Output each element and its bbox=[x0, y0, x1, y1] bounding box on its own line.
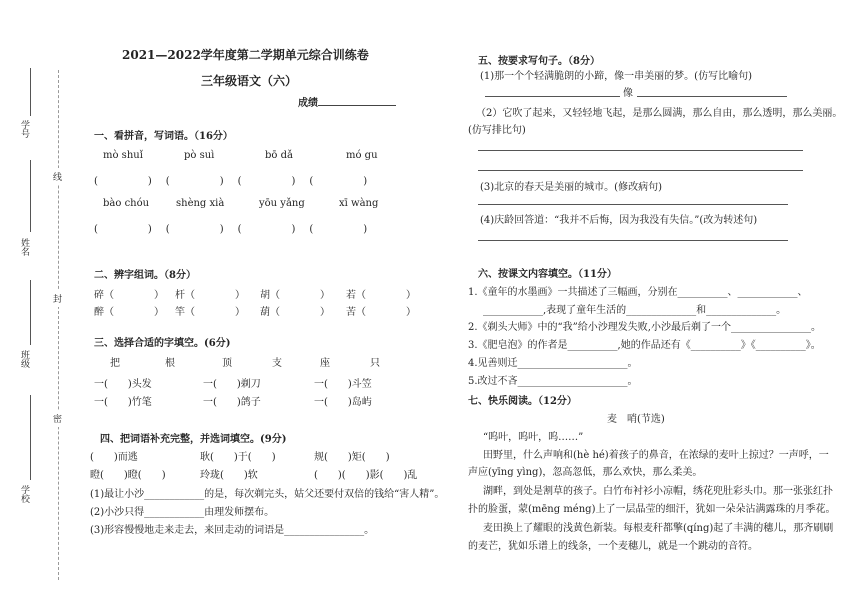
s4-word-1[interactable]: ( )而逃 bbox=[90, 452, 138, 463]
choice-char-5: 座 bbox=[320, 358, 330, 369]
score-label: 成绩 bbox=[298, 94, 396, 109]
s4-word-3[interactable]: 规( )矩( ) bbox=[314, 452, 390, 463]
s3-item-3[interactable]: 一( )斗笠 bbox=[314, 379, 372, 390]
s6-line-6: 5.改过不吝______________________。 bbox=[468, 376, 638, 387]
s4-heading: 四、把词语补充完整，并选词填空。(9分) bbox=[100, 434, 287, 445]
choice-char-2: 根 bbox=[165, 358, 175, 369]
s3-heading: 三、选择合适的字填空。(6分) bbox=[94, 338, 231, 349]
seal-line bbox=[58, 70, 59, 580]
number-label: 学号 bbox=[19, 120, 29, 138]
s3-item-4[interactable]: 一( )竹笔 bbox=[94, 397, 152, 408]
reading-p2b: 声应(yīng yìng)，忽高忽低，那么欢快，那么柔美。 bbox=[468, 467, 703, 478]
s2-item-6[interactable]: 竿（ ） bbox=[175, 307, 245, 318]
pinyin-3: bō dǎ bbox=[265, 150, 293, 161]
s2-item-7[interactable]: 葫（ ） bbox=[260, 307, 330, 318]
s5-question-4: (4)庆龄回答道：“我并不后悔，因为我没有失信。”(改为转述句) bbox=[480, 215, 758, 226]
school-line bbox=[30, 395, 31, 480]
seal-mark-1: 线 bbox=[53, 168, 62, 185]
answer-row-1[interactable]: ( ) ( ) ( ) ( ) bbox=[94, 176, 370, 187]
s5-answer-line-2a[interactable] bbox=[478, 150, 803, 151]
name-line bbox=[30, 160, 31, 232]
s6-line-2: ____________,表现了童年生活的______________和______________。 bbox=[483, 305, 787, 316]
s5-heading: 五、按要求写句子。（8分） bbox=[478, 56, 600, 67]
seal-mark-2: 封 bbox=[53, 290, 62, 307]
s3-item-2[interactable]: 一( )剃刀 bbox=[203, 379, 261, 390]
number-line bbox=[30, 68, 31, 116]
answer-row-2[interactable]: ( ) ( ) ( ) ( ) bbox=[94, 224, 370, 235]
s4-question-3: (3)形容慢慢地走来走去，来回走动的词语是________________。 bbox=[90, 525, 375, 536]
s3-item-1[interactable]: 一( )头发 bbox=[94, 379, 152, 390]
score-field[interactable] bbox=[318, 105, 396, 106]
s5-question-2b: (仿写排比句) bbox=[468, 125, 526, 136]
reading-p2a: 田野里，什么声响和(hè hé)着孩子的鼻音，在浓绿的麦叶上掠过？一声呼，一 bbox=[483, 450, 829, 461]
reading-p1: “呜叶，呜叶，呜……” bbox=[483, 432, 584, 443]
s2-item-5[interactable]: 醉（ ） bbox=[94, 307, 164, 318]
s5-answer-line-1a[interactable] bbox=[485, 96, 620, 97]
reading-p4a: 麦田换上了耀眼的浅黄色新装。每根麦秆都擎(qíng)起了丰满的穗儿，那齐刷刷 bbox=[483, 523, 834, 534]
choice-char-4: 支 bbox=[272, 358, 282, 369]
s2-item-2[interactable]: 杆（ ） bbox=[175, 290, 245, 301]
s4-question-2: (2)小沙只得____________由理发师摆布。 bbox=[90, 507, 275, 518]
s5-answer-line-2b[interactable] bbox=[478, 170, 803, 171]
s1-heading: 一、看拼音，写词语。（16分） bbox=[94, 131, 233, 142]
s4-word-2[interactable]: 耿( )于( ) bbox=[200, 452, 276, 463]
class-line bbox=[30, 280, 31, 345]
s2-item-4[interactable]: 若（ ） bbox=[346, 290, 416, 301]
pinyin-5: bào chóu bbox=[103, 198, 150, 209]
s7-heading: 七、快乐阅读。（12分） bbox=[468, 396, 577, 407]
s2-item-8[interactable]: 苦（ ） bbox=[346, 307, 416, 318]
page-subtitle: 三年级语文（六） bbox=[201, 74, 298, 88]
class-label: 班级 bbox=[19, 350, 29, 368]
pinyin-7: yōu yǎng bbox=[259, 198, 305, 209]
s3-item-5[interactable]: 一( )鸽子 bbox=[203, 397, 261, 408]
name-label: 姓名 bbox=[19, 238, 29, 256]
reading-p3a: 湖畔，到处是割草的孩子。白竹布衬衫小凉帽，绣花兜肚彩头巾。那一张张红扑 bbox=[483, 486, 833, 497]
choice-char-3: 顶 bbox=[222, 358, 232, 369]
choice-char-6: 只 bbox=[370, 358, 380, 369]
s5-question-1: (1)那一个个轻满脆朗的小蹄，像一串美丽的梦。(仿写比喻句) bbox=[480, 71, 752, 82]
s3-item-6[interactable]: 一( )岛屿 bbox=[314, 397, 372, 408]
s6-line-3: 2.《剃头大师》中的“我”给小沙理发失败,小沙最后剃了一个________________。 bbox=[468, 322, 821, 333]
reading-title: 麦 哨(节选) bbox=[607, 414, 665, 425]
pinyin-2: pò suì bbox=[184, 150, 215, 161]
s5-answer-line-3[interactable] bbox=[478, 204, 788, 205]
pinyin-4: mó gu bbox=[346, 150, 378, 161]
s6-line-4: 3.《肥皂泡》的作者是__________,她的作品还有《__________》《__________》。 bbox=[468, 340, 821, 351]
pinyin-6: shèng xià bbox=[176, 198, 225, 209]
pinyin-1: mò shuǐ bbox=[103, 150, 143, 161]
reading-p3b: 扑的脸蛋，蒙(mēng méng)上了一层晶莹的细汗，犹如一朵朵沾满露珠的月季花。 bbox=[468, 504, 836, 515]
s5-question-3: (3)北京的春天是美丽的城市。(修改病句) bbox=[480, 182, 662, 193]
s5-answer-line-4[interactable] bbox=[478, 240, 788, 241]
s5-answer-line-1b[interactable] bbox=[637, 96, 787, 97]
pinyin-8: xī wàng bbox=[339, 198, 379, 209]
page-title: 2021—2022学年度第二学期单元综合训练卷 bbox=[122, 48, 369, 62]
choice-char-1: 把 bbox=[110, 358, 120, 369]
school-label: 学校 bbox=[19, 485, 29, 503]
s4-question-1: (1)最让小沙____________的是，每次剃完头，姑父还要付双倍的钱给“害人精”。 bbox=[90, 489, 445, 500]
s2-item-1[interactable]: 碎（ ） bbox=[94, 290, 164, 301]
s5-question-2a: （2）它吹了起来，又轻轻地飞起，是那么圆满，那么自由，那么透明，那么美丽。 bbox=[476, 108, 843, 119]
s4-word-6[interactable]: ( )( )影( )乱 bbox=[314, 470, 418, 481]
s4-word-4[interactable]: 瞪( )瞪( ) bbox=[90, 470, 166, 481]
s6-line-1: 1.《童年的水墨画》一共描述了三幅画，分别在__________、____________、 bbox=[468, 287, 808, 298]
s6-line-5: 4.见善则迁______________________。 bbox=[468, 358, 638, 369]
s2-item-3[interactable]: 胡（ ） bbox=[260, 290, 330, 301]
s4-word-5[interactable]: 玲珑( )软 bbox=[200, 470, 258, 481]
s5-fill-word: 像 bbox=[623, 88, 633, 99]
s2-heading: 二、辨字组词。（8分） bbox=[94, 270, 196, 281]
seal-mark-3: 密 bbox=[53, 410, 62, 427]
s6-heading: 六、按课文内容填空。（11分） bbox=[478, 269, 617, 280]
reading-p4b: 的麦芒，犹如乐谱上的线条，一个麦穗儿，就是一个跳动的音符。 bbox=[468, 541, 758, 552]
